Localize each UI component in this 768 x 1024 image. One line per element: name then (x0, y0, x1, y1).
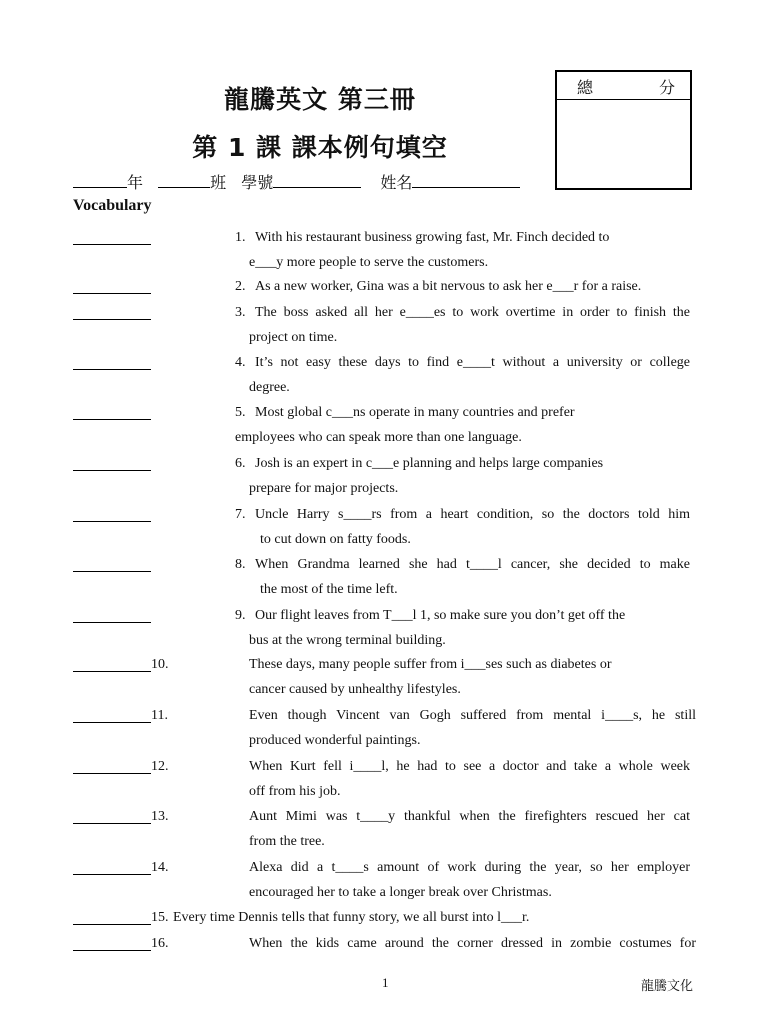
answer-blank[interactable] (73, 285, 151, 294)
question-text-line: Josh is an expert in c___e planning and helps large companies (255, 456, 604, 471)
question-text-line: When Grandma learned she had t____l cancer, she decided to make (255, 557, 690, 572)
question-text-line: When the kids came around the corner dressed in zombie costumes for (249, 936, 696, 951)
answer-blank[interactable] (73, 815, 151, 824)
question-text-line: the most of the time left. (260, 582, 398, 597)
question-number: 14. (151, 860, 169, 875)
class-blank[interactable] (158, 173, 210, 188)
question-text-line: encouraged her to take a longer break over Christmas. (249, 885, 552, 900)
question-text-line: Every time Dennis tells that funny story, we all burst into l___r. (173, 910, 530, 925)
question-text-line: Uncle Harry s____rs from a heart condition, so the doctors told him (255, 507, 690, 522)
question-text-line: These days, many people suffer from i___ses such as diabetes or (249, 657, 612, 672)
answer-blank[interactable] (73, 462, 151, 471)
question-text-line: produced wonderful paintings. (249, 733, 421, 748)
question-text-line: Aunt Mimi was t____y thankful when the firefighters rescued her cat (249, 809, 690, 824)
class-label: 班 (210, 173, 227, 192)
question-number: 9. (235, 608, 246, 623)
score-label-points: 分 (659, 78, 676, 97)
question-text-line: The boss asked all her e____es to work overtime in order to finish the (255, 305, 690, 320)
question-text-line: cancer caused by unhealthy lifestyles. (249, 682, 461, 697)
question-number: 16. (151, 936, 169, 951)
answer-blank[interactable] (73, 614, 151, 623)
page-title: 龍騰英文 第三冊 (224, 85, 416, 114)
question-number: 13. (151, 809, 169, 824)
student-info-line (73, 170, 520, 193)
question-number: 15. (151, 910, 169, 925)
year-label: 年 (127, 173, 144, 192)
question-text-line: As a new worker, Gina was a bit nervous to ask her e___r for a raise. (255, 279, 642, 294)
question-number: 11. (151, 708, 168, 723)
answer-blank[interactable] (73, 513, 151, 522)
question-number: 2. (235, 279, 246, 294)
question-number: 7. (235, 507, 246, 522)
question-number: 3. (235, 305, 246, 320)
answer-blank[interactable] (73, 942, 151, 951)
question-text-line: When Kurt fell i____l, he had to see a doctor and take a whole week (249, 759, 690, 774)
question-text-line: prepare for major projects. (249, 481, 399, 496)
question-number: 12. (151, 759, 169, 774)
question-text-line: It’s not easy these days to find e____t without a university or college (255, 355, 690, 370)
question-number: 5. (235, 405, 246, 420)
answer-blank[interactable] (73, 361, 151, 370)
question-text-line: Most global c___ns operate in many countries and prefer (255, 405, 575, 420)
answer-blank[interactable] (73, 866, 151, 875)
question-number: 10. (151, 657, 169, 672)
name-label: 姓名 (380, 173, 413, 192)
answer-blank[interactable] (73, 663, 151, 672)
question-text-line: Our flight leaves from T___l 1, so make sure you don’t get off the (255, 608, 626, 623)
answer-blank[interactable] (73, 411, 151, 420)
answer-blank[interactable] (73, 563, 151, 572)
seat-label: 學號 (241, 173, 274, 192)
answer-blank[interactable] (73, 765, 151, 774)
answer-blank[interactable] (73, 916, 151, 925)
score-box (555, 70, 692, 190)
answer-blank[interactable] (73, 311, 151, 320)
page-number: 1 (382, 975, 389, 990)
question-number: 1. (235, 230, 246, 245)
question-text-line: degree. (249, 380, 290, 395)
question-text-line: off from his job. (249, 784, 341, 799)
year-blank[interactable] (73, 173, 127, 188)
question-text-line: With his restaurant business growing fast, Mr. Finch decided to (255, 230, 610, 245)
score-header (557, 72, 690, 100)
score-label-total: 總 (577, 78, 594, 97)
question-text-line: to cut down on fatty foods. (260, 532, 411, 547)
question-text-line: employees who can speak more than one language. (235, 430, 522, 445)
seat-blank[interactable] (273, 173, 361, 188)
lesson-title: 第 1 課 課本例句填空 (192, 133, 448, 162)
question-text-line: Even though Vincent van Gogh suffered from mental i____s, he still (249, 708, 696, 723)
question-number: 4. (235, 355, 246, 370)
question-text-line: project on time. (249, 330, 338, 345)
publisher-brand: 龍騰文化 (641, 979, 694, 994)
name-blank[interactable] (412, 173, 520, 188)
answer-blank[interactable] (73, 236, 151, 245)
question-text-line: e___y more people to serve the customers. (249, 255, 489, 270)
question-text-line: bus at the wrong terminal building. (249, 633, 446, 648)
question-text-line: Alexa did a t____s amount of work during the year, so her employer (249, 860, 690, 875)
question-text-line: from the tree. (249, 834, 325, 849)
answer-blank[interactable] (73, 714, 151, 723)
section-title: Vocabulary (73, 197, 152, 214)
question-number: 6. (235, 456, 246, 471)
question-number: 8. (235, 557, 246, 572)
